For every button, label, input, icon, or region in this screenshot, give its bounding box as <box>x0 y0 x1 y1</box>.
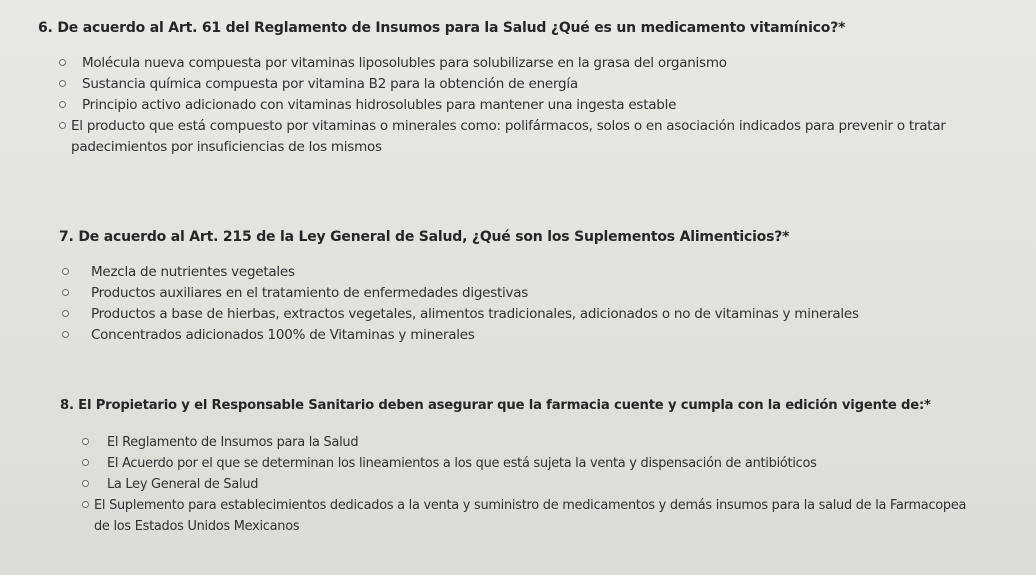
question-6-option-4[interactable] <box>38 116 991 158</box>
option-label: Productos auxiliares en el tratamiento de enfermedades digestivas <box>91 285 529 301</box>
question-7-options <box>62 262 859 346</box>
question-6-option-1[interactable] <box>59 53 991 74</box>
option-label: El Suplemento para establecimientos dedicados a la venta y suministro de medicamentos y demás insumos para la salud de la Farmacopea de los Estados Unidos Mexicanos <box>94 498 967 534</box>
question-7 <box>59 229 859 346</box>
question-6 <box>38 20 991 158</box>
radio-button[interactable] <box>59 80 66 87</box>
question-7-option-1[interactable] <box>62 262 859 283</box>
radio-button[interactable] <box>62 331 69 338</box>
question-8 <box>60 398 974 537</box>
radio-button[interactable] <box>82 480 89 487</box>
option-label: El Reglamento de Insumos para la Salud <box>107 435 359 450</box>
option-label: Mezcla de nutrientes vegetales <box>91 264 295 280</box>
option-label: Molécula nueva compuesta por vitaminas liposolubles para solubilizarse en la grasa del organismo <box>82 55 727 71</box>
option-label: Principio activo adicionado con vitaminas hidrosolubles para mantener una ingesta estable <box>82 97 677 113</box>
option-label: El producto que está compuesto por vitaminas o minerales como: polifármacos, solos o en asociación indicados para prevenir o tratar padecimientos por insuficiencias de los mismos <box>71 118 946 155</box>
radio-button[interactable] <box>62 289 69 296</box>
option-label: Concentrados adicionados 100% de Vitaminas y minerales <box>91 327 475 343</box>
option-label: El Acuerdo por el que se determinan los lineamientos a los que está sujeta la venta y dispensación de antibióticos <box>107 456 817 471</box>
question-8-option-1[interactable] <box>82 432 974 453</box>
option-label: Sustancia química compuesta por vitamina B2 para la obtención de energía <box>82 76 578 92</box>
question-8-option-4[interactable] <box>60 495 974 537</box>
question-8-options <box>82 432 974 537</box>
question-8-option-3[interactable] <box>82 474 974 495</box>
radio-button[interactable] <box>59 122 66 129</box>
radio-button[interactable] <box>59 101 66 108</box>
radio-button[interactable] <box>82 501 89 508</box>
question-8-option-2[interactable] <box>82 453 974 474</box>
radio-button[interactable] <box>82 459 89 466</box>
radio-button[interactable] <box>82 438 89 445</box>
question-6-option-3[interactable] <box>59 95 991 116</box>
question-7-option-2[interactable] <box>62 283 859 304</box>
radio-button[interactable] <box>62 310 69 317</box>
radio-button[interactable] <box>62 268 69 275</box>
option-label: La Ley General de Salud <box>107 477 259 492</box>
question-7-option-4[interactable] <box>62 325 859 346</box>
question-7-option-3[interactable] <box>62 304 859 325</box>
radio-button[interactable] <box>59 59 66 66</box>
question-6-title: 6. De acuerdo al Art. 61 del Reglamento de Insumos para la Salud ¿Qué es un medicamento vitamínico?* <box>38 20 846 36</box>
question-6-option-2[interactable] <box>59 74 991 95</box>
option-label: Productos a base de hierbas, extractos vegetales, alimentos tradicionales, adicionados o no de vitaminas y minerales <box>91 306 859 322</box>
question-7-title: 7. De acuerdo al Art. 215 de la Ley General de Salud, ¿Qué son los Suplementos Alimenticios?* <box>59 229 790 245</box>
question-8-title: 8. El Propietario y el Responsable Sanitario deben asegurar que la farmacia cuente y cumpla con la edición vigente de:* <box>60 398 931 413</box>
question-6-options <box>59 53 991 158</box>
